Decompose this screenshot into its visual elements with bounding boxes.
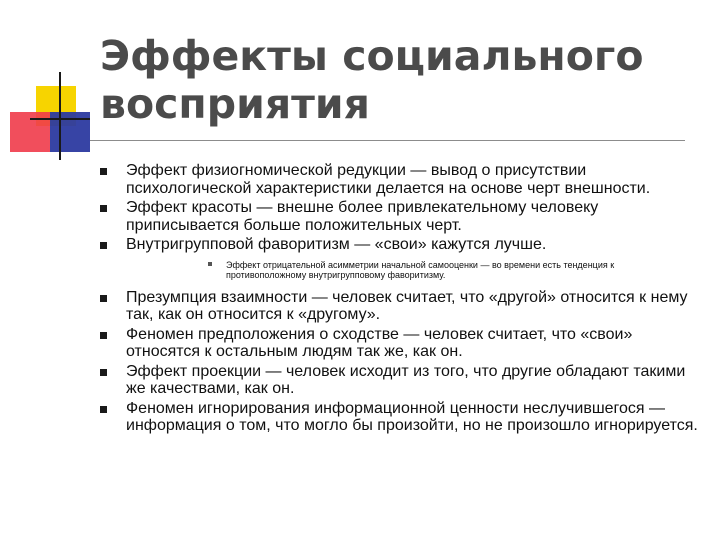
list-item (96, 199, 702, 234)
list-item-text: Эффект физиогномической редукции — вывод о присутствии психологической характеристики делается на основе черт внешности. (126, 162, 651, 197)
list-item-text: Эффект красоты — внешне более привлекательному человеку приписывается больше положительных черт. (126, 199, 599, 234)
list-item (96, 400, 702, 435)
list-item (96, 236, 702, 254)
sub-list-item (206, 260, 681, 280)
decor-vertical-line (59, 72, 61, 160)
list-item-text: Эффект проекции — человек исходит из того, что другие обладают такими же качествами, как он. (126, 362, 686, 397)
list-item (96, 363, 702, 398)
list-item (96, 326, 702, 361)
list-item-text: Презумпция взаимности — человек считает, что «другой» относится к нему так, как он относится к «другому». (126, 288, 688, 323)
decor-horizontal-line (30, 118, 90, 120)
list-item-text: Феномен игнорирования информационной ценности неслучившегося — информация о том, что могло бы произойти, но не произошло игнорируется. (126, 399, 698, 434)
square-bullet-icon (100, 205, 107, 212)
square-bullet-icon (208, 262, 212, 266)
square-bullet-icon (100, 242, 107, 249)
list-item-text: Внутригрупповой фаворитизм — «свои» кажутся лучше. (126, 236, 547, 253)
square-bullet-icon (100, 406, 107, 413)
square-bullet-icon (100, 369, 107, 376)
bullet-list (96, 162, 702, 437)
square-bullet-icon (100, 168, 107, 175)
square-bullet-icon (100, 295, 107, 302)
list-item-text: Феномен предположения о сходстве — человек считает, что «свои» относятся к остальным людям так же, как он. (126, 325, 633, 360)
slide-title: Эффекты социального восприятия (100, 32, 644, 128)
list-item (96, 289, 702, 324)
title-underline (90, 140, 685, 141)
list-item (96, 162, 702, 197)
square-bullet-icon (100, 332, 107, 339)
sub-list-item-text: Эффект отрицательной асимметрии начальной самооценки — во времени есть тенденция к противоположному внутригрупповому фаворитизму. (226, 259, 615, 280)
